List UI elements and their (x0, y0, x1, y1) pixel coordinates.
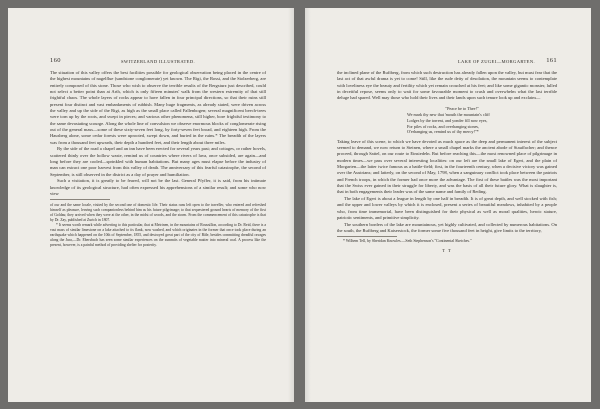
verse-line: We mark thy new that 'mouth the mountain's cliff (407, 112, 490, 118)
left-footnote: of our and the same locale, visited by the second one of domestic life. Their status runs left open to the traveller, who entered and refreshed himself as pleasure, leaving such companionless behind him as his future pilgrimage; to that sequestered ground hearts of memory of the first of Goldau; they arrived when they were at the other, in the midst of woods, and the storm. From the commencement of this catastrophe is that by Dr. Zay, published at Zurich in 1807. (50, 203, 266, 223)
verse-title: "Peace be to Thee!" (445, 105, 479, 111)
verse-line: Lodges by the torrent, and yonder fill now eyes, (407, 117, 488, 123)
right-footnote: * Wilhem Tell, by Sheridan Knowles.—Seth Stephenson's "Continental Sketches." (343, 239, 472, 244)
left-running-head: SWITZERLAND ILLUSTRATED. (121, 59, 195, 64)
left-paragraph: Such a visitation, it is greatly to be feared, will not be the last. General Pfyffer, it is said, from his intimate knowledge of its geological structure, had often expressed his apprehensions of a similar result; and some who now view (50, 178, 266, 197)
right-page-number: 161 (546, 57, 557, 64)
verse-line: For piles of rocks, and overhanging stones, (407, 123, 480, 129)
left-page (8, 8, 294, 402)
right-paragraph: The southern borders of the lake are mountainous, yet highly cultivated, and collected by numerous habitations. On the south, the Rufiberg and Kaiserstock, the former some five thousand feet in height, give limits to the territory, (337, 221, 557, 234)
right-page-header (337, 58, 557, 70)
footnote-rule (337, 236, 397, 237)
right-paragraph: The lake of Egeri is about a league in length by one half in breadth. It is of great depth, and well stocked with fish; and the upper and lower valleys by which it is enclosed, present a series of beautiful meadows, inhabited by a people who, from time immemorial, have been distinguished for their physical as well as moral qualities, heroic stature, patriotic sentiments, and primitive simplicity. (337, 196, 557, 221)
left-page-header (50, 58, 266, 70)
right-paragraph: Taking leave of this scene, to which we have devoted as much space as the deep and permanent interest of the subject seemed to demand, we now return to Steinen, where a small chapel marks the ancient abode of Stauffacher; and thence proceed, through Sattel, on our route to Einsiedeln. But before reaching this—the most renowned place of pilgrimage in modern times—we pass over several interesting localities: on our left are the small lake of Egeri, and the plain of Morgarten—the latter twice famous as a battle-field; first, in the fourteenth century, when a decisive victory was gained over the Austrians; and latterly, on the second of May, 1798, when a sanguinary conflict took place between the patriots and French troops, in which the former had once more the advantage. The first of these battles was the most important that the Swiss ever gained in their struggle for liberty, and was the basis of all their future glory. What is slaughter is, that in both engagements their leader was of the same name and family of Reding. (337, 138, 557, 195)
right-running-head: LAKE OF ZUGEI—MORGARTEN. (457, 59, 535, 64)
left-body-text (50, 70, 266, 197)
footnote-rule (50, 199, 110, 200)
left-footnotes (50, 203, 266, 248)
signature-mark: T T (442, 248, 452, 254)
left-page-number: 160 (50, 57, 61, 64)
right-page (305, 8, 591, 402)
left-footnote: * It seems worth remark while adverting to this particular, that at Meirinen, in the mountains of Roussillon, according to Dr. Reid, there is a vast mass of similar limestone on a lake attached to its flank, now washed, and which originates in the former that once took place during an earthquake which happened on the 10th of September, 1855, and destroyed great part of the city of Bâle, besides committing dreadful ravages along the Jura,—Dr. Ebersbach has seen some similar experiences on the summits of vegetable matter into mineral coal. A process like the present, however, is a painful method of providing shelter for posterity. (50, 223, 266, 248)
right-paragraph: the inclined plane of the Rufiberg, from which such destruction has already fallen upon the valley, but must fear that the last act of that awful drama is yet to come! Still, like the rude deity of desolation, the mountain seems to contemplate with loveliness eye the beauty and fertility which yet remain crouched at his feet; and like some gigantic monster, lulled in deceitful repose, seems only to wait for some favourable moment to crush and overwhelm what the last terrible deluge had spared. Well may those who hold their lives and their lands upon such tenure look up and exclaim— (337, 70, 557, 101)
verse-quotation (407, 106, 557, 135)
right-body-text (337, 70, 557, 234)
left-paragraph: By the side of the road a chapel and an inn have been erected for several years past; and cottages, or rather hovels, scattered thinly over the hollow waste, remind us of countries where rivers of lava, once subsided, are again—and long before they are cooled—sprinkled with human habitations. But many ages must elapse before the industry of man can extract one poor harvest from this valley of death. The anniversary of this fearful catastrophe, the second of September, is still observed in the district as a day of prayer and humiliation. (50, 146, 266, 177)
verse-line: O'erhanging us, remind us of thy mercy!"* (407, 129, 479, 135)
left-paragraph: The situation of this valley offers the best facilities possible for geological observation being placed in the centre of the highest mountains of nagelflue (sandstone conglomerate) yet known. The Rigi, the Rossi, and the Stolzerberg, are entirely composed of this stone. Those who wish to observe the terrible results of the Bergsturz just described, could not select a better point than at Arth, which is only fifteen minutes' walk from the western extremity of that still frightful chaos. The whole layers of rocks appear to have fallen in four principal directions, so that their ruins still present four distinct and vast embankments of rubbish. Many huge fragments, as already stated, were driven across the valley and up the side of the Rigi, as high as the small place called Fallenbogen; several magnificent beech-trees were torn up by the roots, and swept in pieces; and various other phenomena, still higher, bore frightful testimony to the same devastating scourge. Along the whole line of convulsion we observe enormous blocks of conglomerate rising out of the general mass—some of these sixty-seven feet long, by forty-seven feet broad, and eighteen high. From the Hausberg alone, some cedar forests were uprooted, swept down, and buried in the ruins.* The breadth of the layers was from a thousand feet upwards, their depth a hundred feet, and their length about three miles. (50, 70, 266, 145)
